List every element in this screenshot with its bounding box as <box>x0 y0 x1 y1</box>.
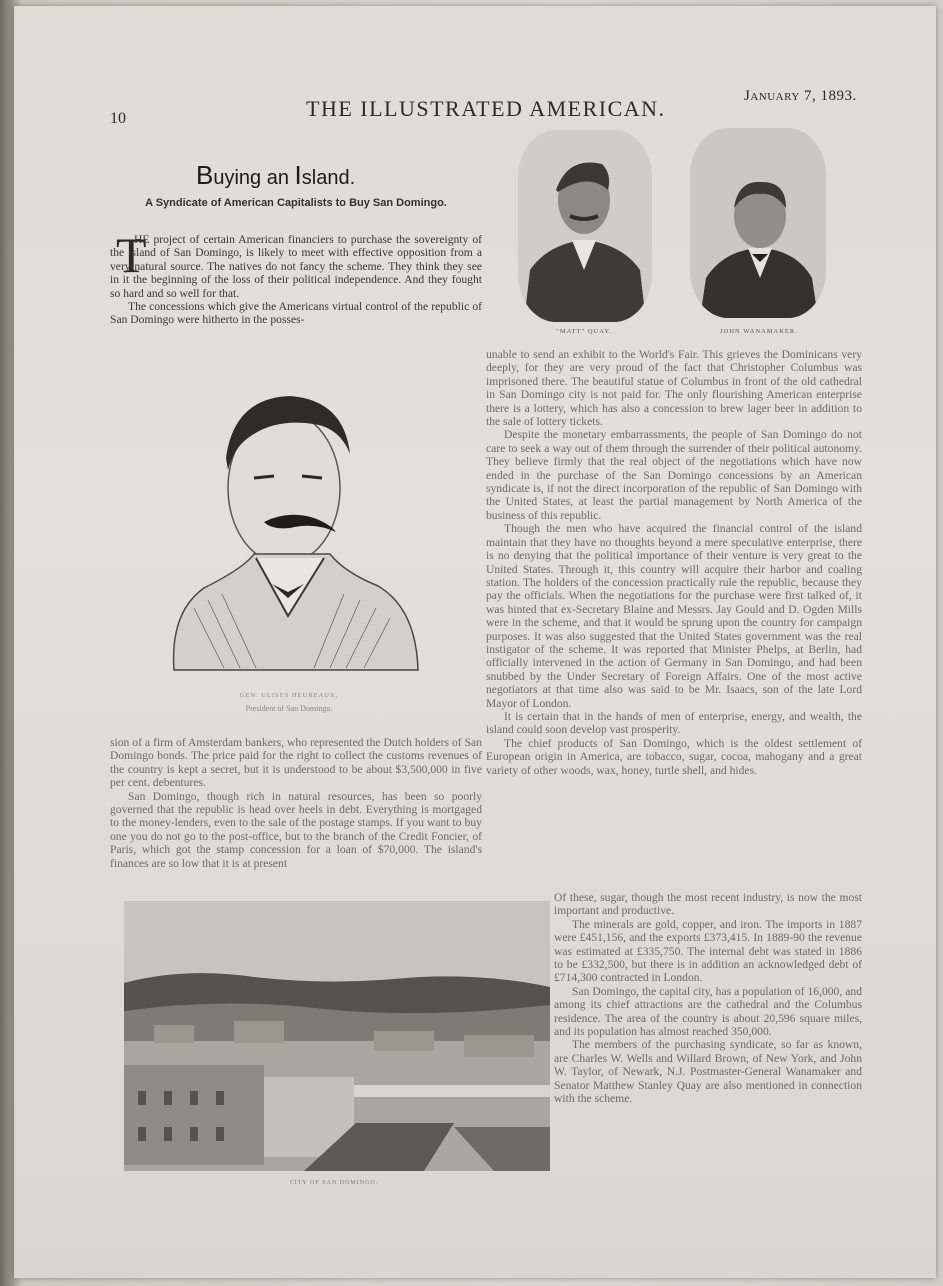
issue-date: January 7, 1893. <box>744 88 857 104</box>
paragraph: It is certain that in the hands of men of enterprise, energy, and wealth, the island could soon develop vast prosperity. <box>486 709 862 737</box>
portrait-photo-wanamaker <box>690 128 826 318</box>
masthead: THE ILLUSTRATED AMERICAN. <box>306 96 666 121</box>
column-1-top <box>110 233 482 327</box>
article-title <box>196 160 355 191</box>
paragraph: San Domingo, though rich in natural resources, has been so poorly governed that the republic is head over heels in debt. Everything is mortgaged to the money-lenders, even to the sale of the postage stamps. If you want to buy one you do not go to the post-office, but to the branch of the Credit Foncier, of Paris, which got the stamp concession for a loan of $70,000. The island's finances are so low that it is at present <box>110 789 482 870</box>
paragraph: sion of a firm of Amsterdam bankers, who represented the Dutch holders of San Domingo bonds. The price paid for the right to collect the customs revenues of the country is kept a secret, but it is understood to be about $3,500,000 in five per cent. debentures. <box>110 736 482 790</box>
article-subtitle: A Syndicate of American Capitalists to Buy San Domingo. <box>145 197 447 209</box>
paragraph: The chief products of San Domingo, which is the oldest settlement of European origin in America, are tobacco, sugar, cocoa, mahogany and a great variety of other woods, wax, honey, turtle shell, and hides. <box>486 736 862 777</box>
paragraph: The concessions which give the Americans virtual control of the republic of San Domingo were hitherto in the posses- <box>110 300 482 327</box>
column-2-lower <box>554 891 862 1106</box>
column-2 <box>486 348 862 777</box>
engraved-portrait <box>164 378 424 678</box>
drop-cap: T <box>116 227 147 283</box>
portrait-2-caption: JOHN WANAMAKER. <box>720 328 798 335</box>
title-initial-b: B <box>196 160 214 190</box>
paragraph: unable to send an exhibit to the World's Fair. This grieves the Dominicans very deeply, for they are very proud of the fact that Christopher Columbus was imprisoned there. The beautiful statue of Columbus in front of the old cathedral in San Domingo city is not paid for. The only flourishing American enterprise there is a lottery, which has also a concession to brew lager beer in addition to the sale of lottery tickets. <box>486 348 862 429</box>
engraving-caption-title: President of San Domingo. <box>245 704 333 713</box>
column-1-middle <box>110 736 482 870</box>
page-number: 10 <box>110 110 126 127</box>
magazine-page <box>14 6 936 1278</box>
paragraph: The minerals are gold, copper, and iron. The imports in 1887 were £451,156, and the exports £373,415. In 1889-90 the revenue was estimated at £335,750. The internal debt was stated in 1886 to be £332,500, but there is in addition an acknowledged debt of £714,300 contracted in London. <box>554 917 862 985</box>
title-initial-i: I <box>294 160 302 190</box>
paragraph: HE project of certain American financiers to purchase the sovereignty of the island of San Domingo, is likely to meet with effective opposition from a very natural source. The natives do not fancy the scheme. They think they see in it the beginning of the loss of their political independence. And they fought so hard and so well for that. <box>110 233 482 300</box>
portrait-photo-quay <box>518 130 652 322</box>
paragraph: Though the men who have acquired the financial control of the island maintain that they have no thoughts beyond a mere speculative enterprise, there is no denying that the political importance of their venture is very great to the United States. Through it, this country will acquire their harbor and coaling station. The holders of the concession practically rule the republic, because they pay the officials. When the negotiations for the purchase were first talked of, it was hinted that ex-Secretary Blaine and Messrs. Jay Gould and D. Ogden Mills were in the scheme, and that it would be sprung upon the country for campaign purposes. It was also suggested that the United States government was the real instigator of the scheme. It was reported that Minister Phelps, at Berlin, had officially intervened in the action of Germany in San Domingo, and had been snubbed by the Under Secretary of Foreign Affairs. One of the most active negotiators at that time also was said to be Mr. Isaacs, son of the late Lord Mayor of London. <box>486 522 862 710</box>
paragraph: Of these, sugar, though the most recent industry, is now the most important and productive. <box>554 891 862 918</box>
city-photograph <box>124 901 550 1171</box>
photo-caption: CITY OF SAN DOMINGO. <box>289 1180 379 1186</box>
paragraph: San Domingo, the capital city, has a population of 16,000, and among its chief attractions are the cathedral and the Columbus residence. The area of the country is about 20,596 square miles, and its population has almost reached 350,000. <box>554 984 862 1039</box>
paragraph: The members of the purchasing syndicate, so far as known, are Charles W. Wells and Willard Brown, of New York, and John W. Taylor, of Newark, N.J. Postmaster-General Wanamaker and Senator Matthew Stanley Quay are also mentioned in connection with the scheme. <box>554 1038 862 1106</box>
portrait-1-caption: "MATT" QUAY. <box>556 328 612 335</box>
engraving-caption-name: GEN. ULISES HEUREAUX, <box>239 692 339 699</box>
title-part-1: uying an <box>213 167 295 189</box>
paragraph: Despite the monetary embarrassments, the people of San Domingo do not care to seek a way out of them through the surrender of their political autonomy. They believe firmly that the real object of the negotiations which have now ended in the purchase of the San Domingo concessions by an American syndicate is, if not the direct incorporation of the republic of San Domingo with the United States, at least the partial management by North America of the business of this republic. <box>486 428 862 522</box>
title-part-2: sland. <box>301 167 356 189</box>
